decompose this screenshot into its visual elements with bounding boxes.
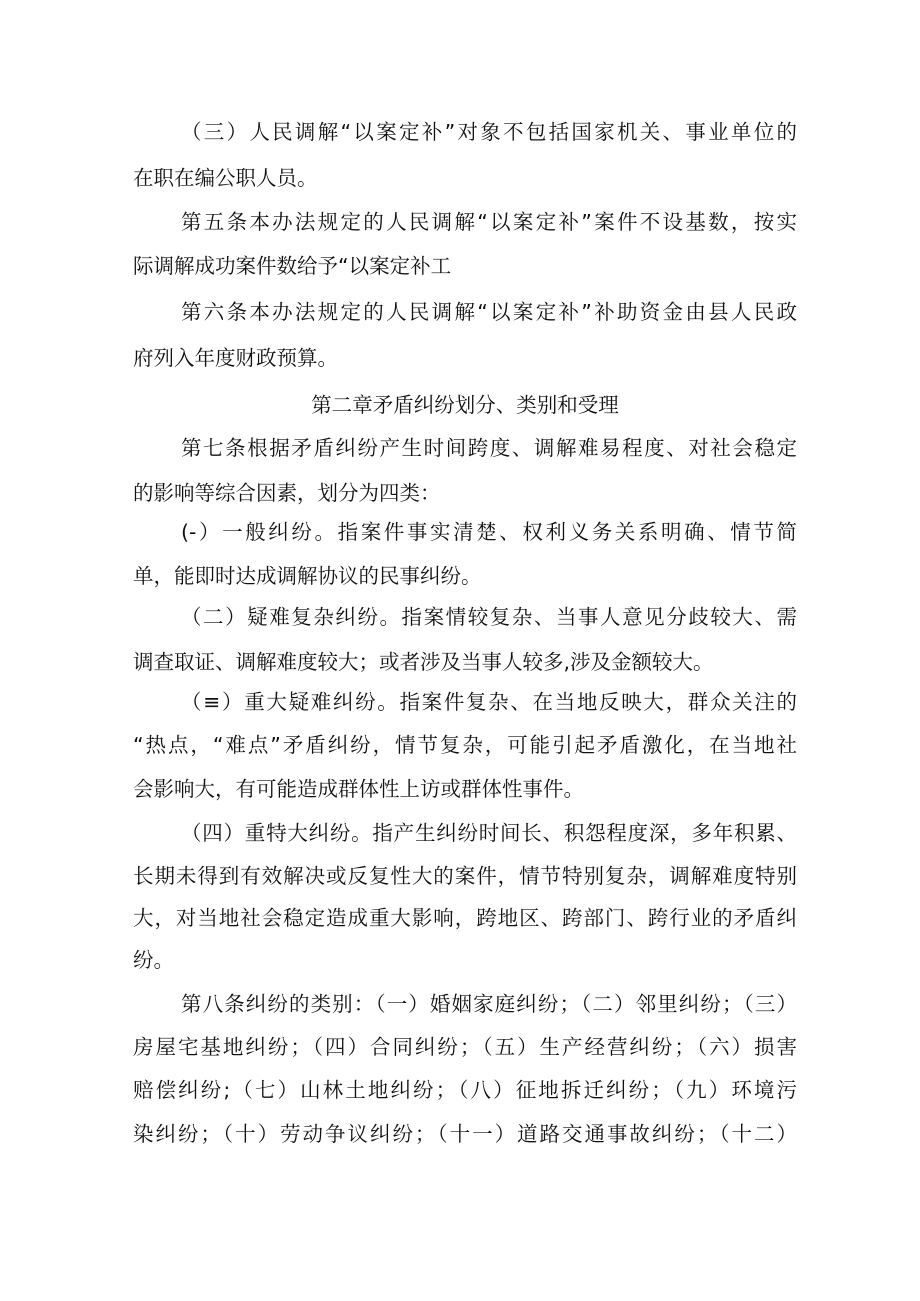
paragraph-line: 赔偿纠纷;（七）山林土地纠纷；（八）征地拆迁纠纷；（九）环境污 (133, 1078, 797, 1102)
paragraph-line: 第八条纠纷的类别：（一）婚姻家庭纠纷；（二）邻里纠纷；（三） (181, 992, 797, 1016)
paragraph-line: 第六条本办法规定的人民调解“以案定补”补助资金由县人民政 (181, 300, 797, 324)
paragraph-line: 长期未得到有效解决或反复性大的案件，情节特别复杂，调解难度特别 (133, 864, 797, 888)
paragraph-line: 的影响等综合因素，划分为四类： (133, 481, 441, 505)
paragraph-line: 第五条本办法规定的人民调解“以案定补”案件不设基数，按实 (181, 210, 797, 234)
paragraph-line: 单，能即时达成调解协议的民事纠纷。 (133, 564, 482, 588)
paragraph-line: （二）疑难复杂纠纷。指案情较复杂、当事人意见分歧较大、需 (181, 605, 797, 629)
paragraph-line: （四）重特大纠纷。指产生纠纷时间长、积怨程度深，多年积累、 (181, 821, 797, 845)
paragraph-line: 会影响大，有可能造成群体性上访或群体性事件。 (133, 777, 584, 801)
paragraph-line: 纷。 (133, 948, 174, 972)
paragraph-line: 房屋宅基地纠纷；（四）合同纠纷；（五）生产经营纠纷；（六）损害 (133, 1035, 797, 1059)
paragraph-line: 调查取证、调解难度较大；或者涉及当事人较多,涉及金额较大。 (133, 650, 714, 674)
paragraph-line: 在职在编公职人员。 (133, 166, 318, 190)
paragraph-line: （三）人民调解“以案定补”对象不包括国家机关、事业单位的 (181, 120, 797, 144)
paragraph-line: (-）一般纠纷。指案件事实清楚、权利义务关系明确、情节简 (181, 520, 797, 544)
paragraph-line: “热点，“难点”矛盾纠纷，情节复杂，可能引起矛盾激化，在当地社 (133, 733, 797, 757)
paragraph-line: 府列入年度财政预算。 (133, 346, 338, 370)
paragraph-line: 际调解成功案件数给予“以案定补工 (133, 254, 452, 278)
paragraph-line: 染纠纷；（十）劳动争议纠纷；（十一）道路交通事故纠纷；（十二） (133, 1122, 797, 1146)
chapter-heading: 第二章矛盾纠纷划分、类别和受理 (311, 393, 619, 417)
paragraph-line: （≡）重大疑难纠纷。指案件复杂、在当地反映大，群众关注的 (181, 690, 797, 714)
paragraph-line: 大，对当地社会稳定造成重大影响，跨地区、跨部门、跨行业的矛盾纠 (133, 906, 797, 930)
paragraph-line: 第七条根据矛盾纠纷产生时间跨度、调解难易程度、对社会稳定 (181, 436, 797, 460)
